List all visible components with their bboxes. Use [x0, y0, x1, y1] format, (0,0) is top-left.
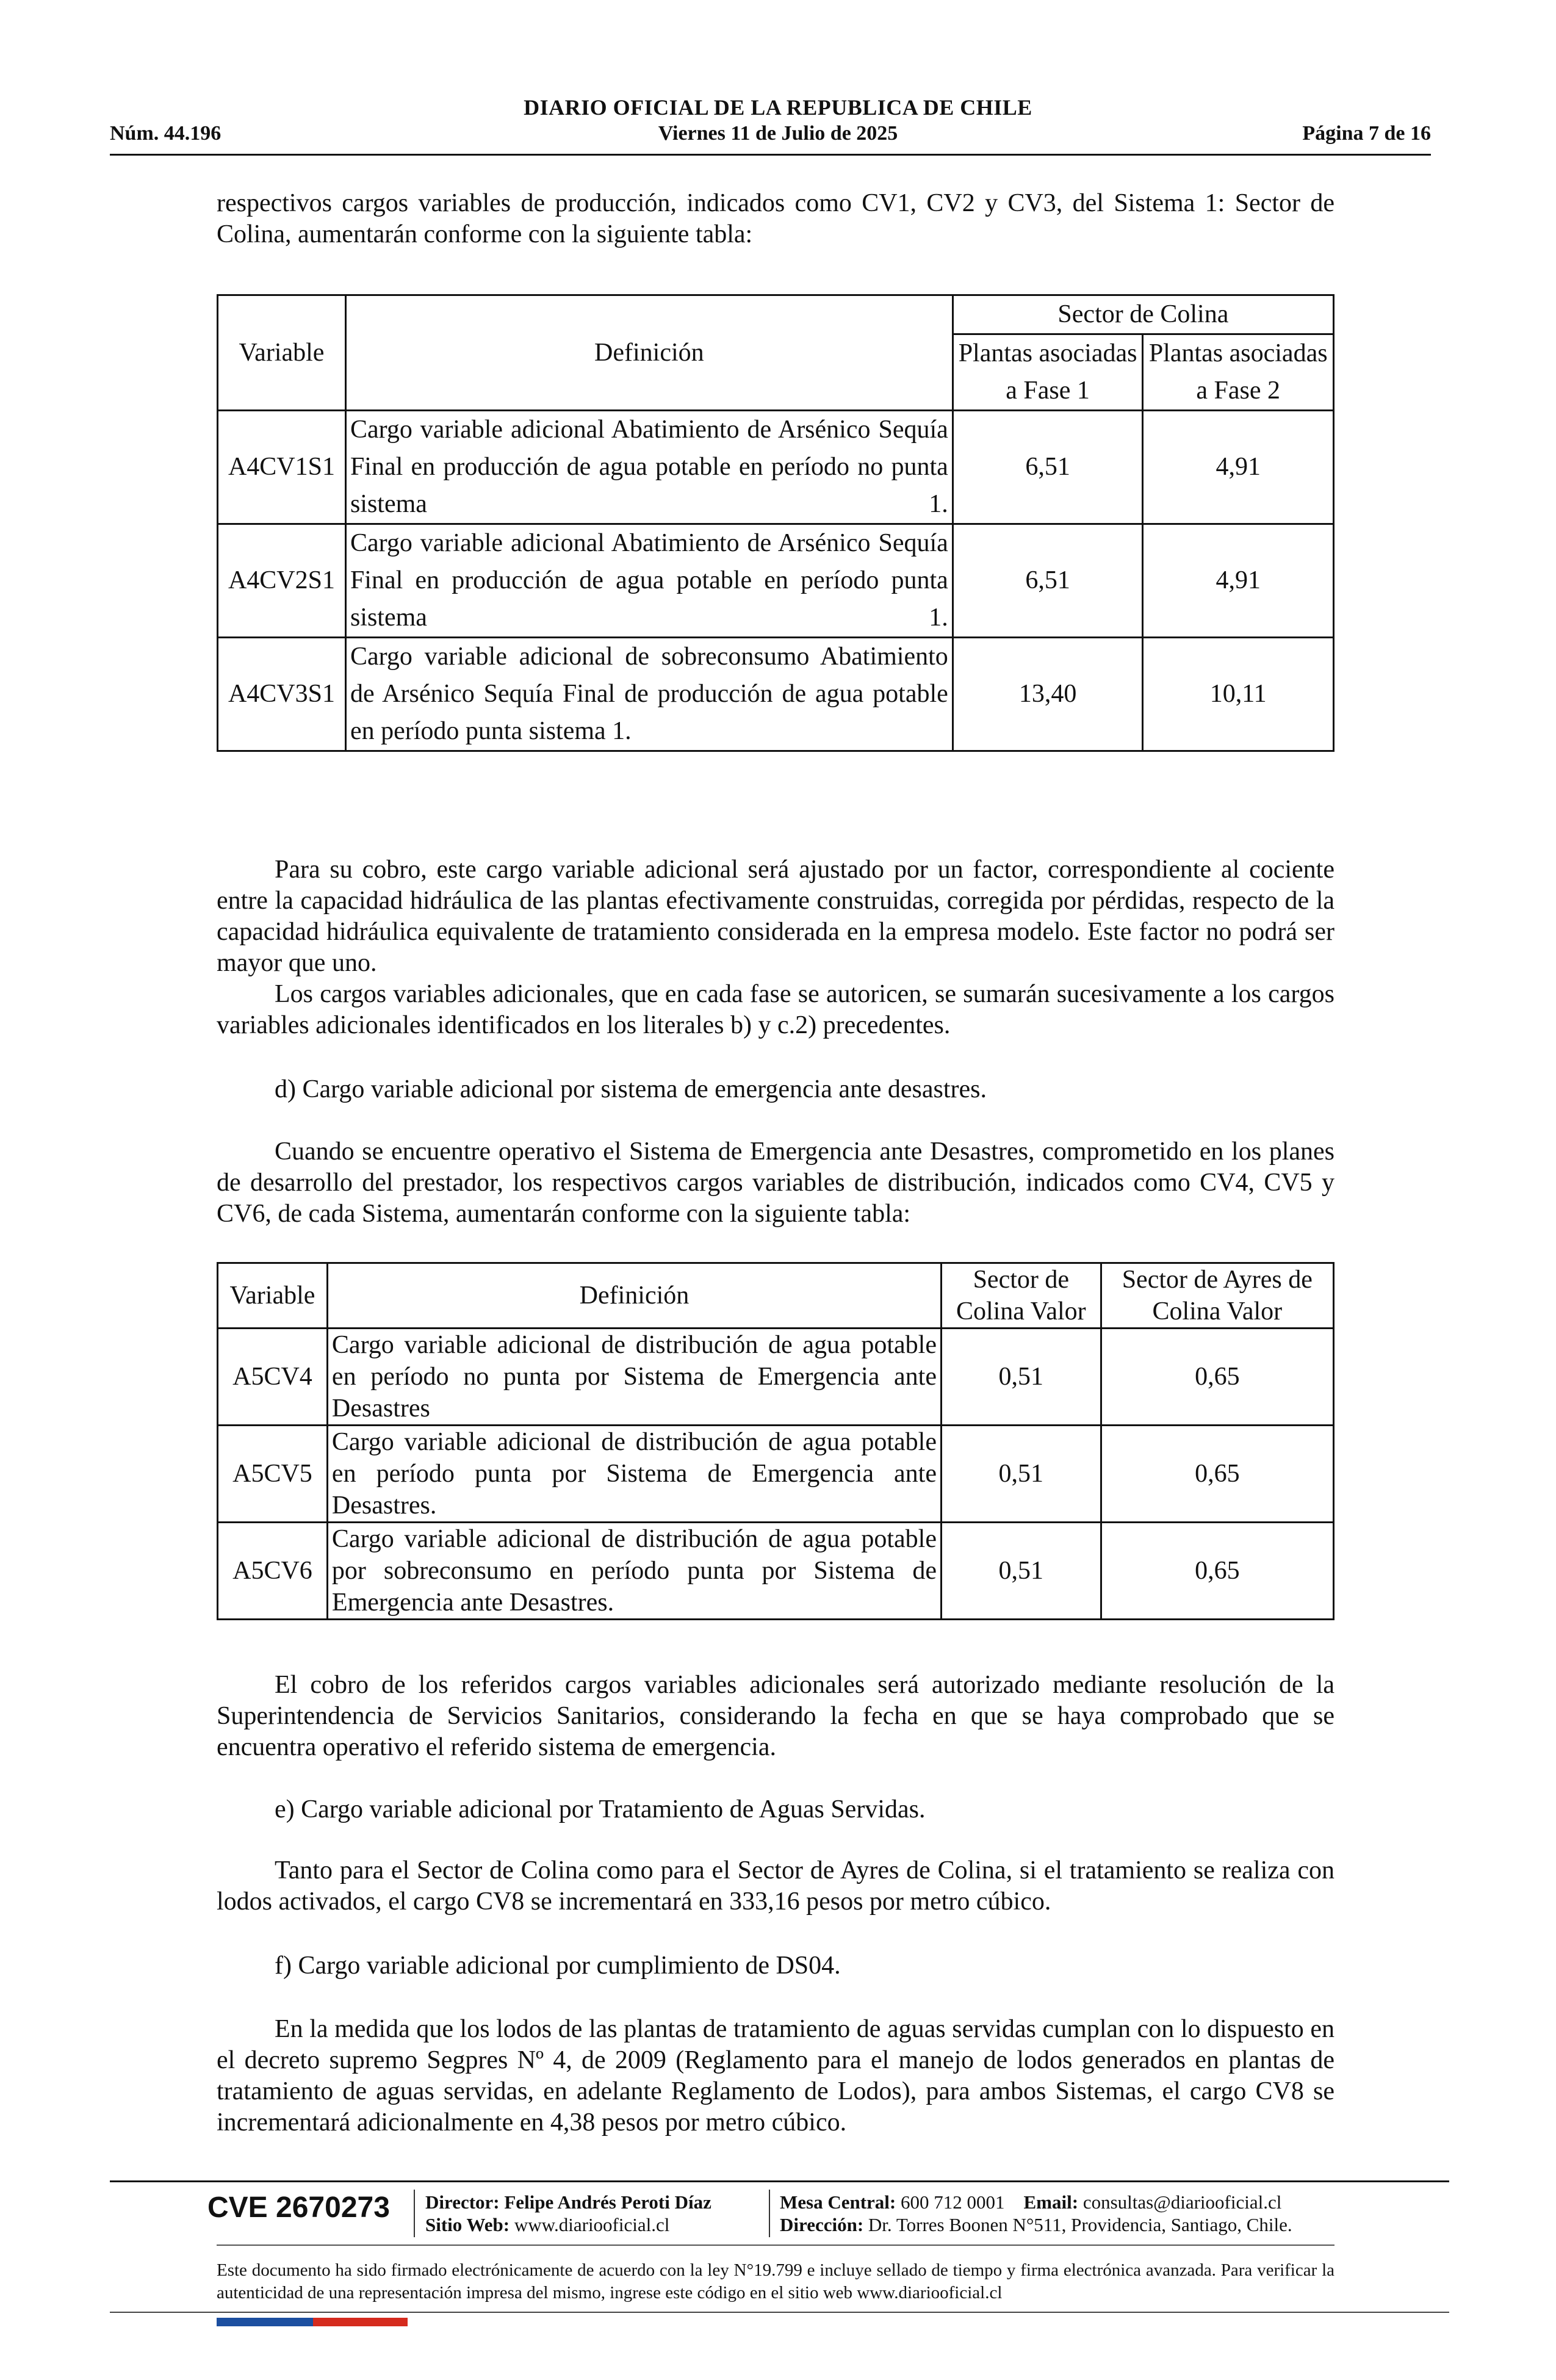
table-row — [218, 1523, 1334, 1620]
email-label: Email: — [1023, 2191, 1079, 2213]
table1-cell-variable: A4CV2S1 — [218, 524, 346, 638]
table1-cell-variable: A4CV3S1 — [218, 638, 346, 751]
issue-date: Viernes 11 de Julio de 2025 — [658, 122, 898, 145]
intro-paragraph: respectivos cargos variables de producción, indicados como CV1, CV2 y CV3, del Sistema 1: Sector de Colina, aumentarán conforme con la siguiente tabla: — [217, 189, 1334, 248]
website-label: Sitio Web: — [425, 2214, 510, 2235]
table1-cell-fase2: 4,91 — [1143, 411, 1334, 524]
paragraph-en-la-medida: En la medida que los lodos de las plantas de tratamiento de aguas servidas cumplan con lo dispuesto en el decreto supremo Segpres Nº 4, de 2009 (Reglamento para el manejo de lodos generados en plantas de tratamiento de aguas servidas, en adelante Reglamento de Lodos), para ambos Sistemas, el cargo CV8 se incrementará adicionalmente en 4,38 pesos por metro cúbico. — [217, 2015, 1334, 2137]
header-rule — [110, 154, 1431, 156]
table-row — [218, 638, 1334, 751]
table-row — [218, 1329, 1334, 1426]
table1-cell-variable: A4CV1S1 — [218, 411, 346, 524]
director-name: Felipe Andrés Peroti Díaz — [504, 2191, 711, 2213]
flag-bar-blue — [217, 2318, 313, 2326]
table1-header-fase2: Plantas asociadas a Fase 2 — [1143, 334, 1334, 411]
page-indicator: Página 7 de 16 — [1302, 122, 1431, 145]
paragraph-cuando: Cuando se encuentre operativo el Sistema de Emergencia ante Desastres, comprometido en los planes de desarrollo del prestador, los respectivos cargos variables de distribución, indicados como CV4, CV5 y CV6, de cada Sistema, aumentarán conforme con la siguiente tabla: — [217, 1138, 1334, 1228]
mesa-label: Mesa Central: — [780, 2191, 896, 2213]
table2-cell-ayres: 0,65 — [1101, 1329, 1333, 1426]
table2-header-definicion: Definición — [327, 1263, 941, 1329]
table1-cell-definicion: Cargo variable adicional de sobreconsumo Abatimiento de Arsénico Sequía Final de producción de agua potable en período punta sistema 1. — [345, 638, 953, 751]
email-link[interactable]: consultas@diariooficial.cl — [1082, 2191, 1282, 2213]
mesa-phone: 600 712 0001 — [901, 2191, 1005, 2213]
paragraph-tanto: Tanto para el Sector de Colina como para el Sector de Ayres de Colina, si el tratamiento se realiza con lodos activados, el cargo CV8 se incrementará en 333,16 pesos por metro cúbico. — [217, 1856, 1334, 1916]
table1-cell-fase1: 6,51 — [953, 411, 1143, 524]
address-value: Dr. Torres Boonen N°511, Providencia, Santiago, Chile. — [868, 2214, 1292, 2235]
paragraph-los-cargos: Los cargos variables adicionales, que en cada fase se autoricen, se sumarán sucesivamente a los cargos variables adicionales identificados en los literales b) y c.2) precedentes. — [217, 980, 1334, 1039]
table2-cell-ayres: 0,65 — [1101, 1426, 1333, 1523]
footer-director-block — [425, 2191, 711, 2236]
table1-cell-definicion: Cargo variable adicional Abatimiento de Arsénico Sequía Final en producción de agua potable en período no punta sistema 1. — [345, 411, 953, 524]
website-link[interactable]: www.diariooficial.cl — [514, 2214, 670, 2235]
footer-divider — [414, 2190, 415, 2237]
footer-divider — [769, 2190, 770, 2237]
footer-contact-block — [780, 2191, 1292, 2236]
heading-f: f) Cargo variable adicional por cumplimiento de DS04. — [275, 1952, 841, 1980]
table2-cell-variable: A5CV5 — [218, 1426, 328, 1523]
address-label: Dirección: — [780, 2214, 864, 2235]
table2-cell-colina: 0,51 — [941, 1426, 1101, 1523]
table1-header-definicion: Definición — [345, 295, 953, 411]
footer-rule-secondary — [217, 2245, 1334, 2246]
paragraph-el-cobro: El cobro de los referidos cargos variables adicionales será autorizado mediante resolución de la Superintendencia de Servicios Sanitarios, considerando la fecha en que se haya comprobado que se encuentra operativo el referido sistema de emergencia. — [217, 1671, 1334, 1761]
issue-number: Núm. 44.196 — [110, 122, 222, 145]
heading-e: e) Cargo variable adicional por Tratamiento de Aguas Servidas. — [275, 1795, 926, 1823]
paragraph-cobro: Para su cobro, este cargo variable adicional será ajustado por un factor, correspondiente al cociente entre la capacidad hidráulica de las plantas efectivamente construidas, corregida por pérdidas, respecto de la capacidad hidráulica equivalente de tratamiento considerada en la empresa modelo. Este factor no podrá ser mayor que uno. — [217, 856, 1334, 977]
table1-cell-fase2: 10,11 — [1143, 638, 1334, 751]
table-emergencia — [217, 1262, 1334, 1620]
table1-cell-definicion: Cargo variable adicional Abatimiento de Arsénico Sequía Final en producción de agua potable en período punta sistema 1. — [345, 524, 953, 638]
table-row — [218, 524, 1334, 638]
table2-header-variable: Variable — [218, 1263, 328, 1329]
table2-header-ayres: Sector de Ayres de Colina Valor — [1101, 1263, 1333, 1329]
footer-rule — [110, 2180, 1449, 2182]
footer-rule-bottom — [110, 2312, 1449, 2313]
table1-header-sector: Sector de Colina — [953, 295, 1333, 334]
table-row — [218, 411, 1334, 524]
cve-code: CVE 2670273 — [207, 2191, 390, 2224]
table2-cell-variable: A5CV4 — [218, 1329, 328, 1426]
table2-header-colina: Sector de Colina Valor — [941, 1263, 1101, 1329]
table2-cell-colina: 0,51 — [941, 1329, 1101, 1426]
director-label: Director: — [425, 2191, 500, 2213]
table1-header-fase1: Plantas asociadas a Fase 1 — [953, 334, 1143, 411]
table2-cell-colina: 0,51 — [941, 1523, 1101, 1620]
newspaper-title: DIARIO OFICIAL DE LA REPUBLICA DE CHILE — [524, 95, 1032, 120]
table2-cell-ayres: 0,65 — [1101, 1523, 1333, 1620]
table-row — [218, 1426, 1334, 1523]
table1-cell-fase1: 6,51 — [953, 524, 1143, 638]
table-sector-colina — [217, 294, 1334, 752]
table2-cell-definicion: Cargo variable adicional de distribución de agua potable por sobreconsumo en período punta por Sistema de Emergencia ante Desastres. — [327, 1523, 941, 1620]
table2-cell-variable: A5CV6 — [218, 1523, 328, 1620]
signature-note: Este documento ha sido firmado electrónicamente de acuerdo con la ley N°19.799 e incluye sellado de tiempo y firma electrónica avanzada. Para verificar la autenticidad de una representación impresa del mismo, ingrese este código en el sitio web www.diariooficial.cl — [217, 2260, 1334, 2302]
table1-cell-fase1: 13,40 — [953, 638, 1143, 751]
table2-cell-definicion: Cargo variable adicional de distribución de agua potable en período no punta por Sistema de Emergencia ante Desastres — [327, 1329, 941, 1426]
heading-d: d) Cargo variable adicional por sistema de emergencia ante desastres. — [275, 1075, 987, 1103]
table2-cell-definicion: Cargo variable adicional de distribución de agua potable en período punta por Sistema de Emergencia ante Desastres. — [327, 1426, 941, 1523]
table1-header-variable: Variable — [218, 295, 346, 411]
table1-cell-fase2: 4,91 — [1143, 524, 1334, 638]
flag-bar-red — [313, 2318, 408, 2326]
